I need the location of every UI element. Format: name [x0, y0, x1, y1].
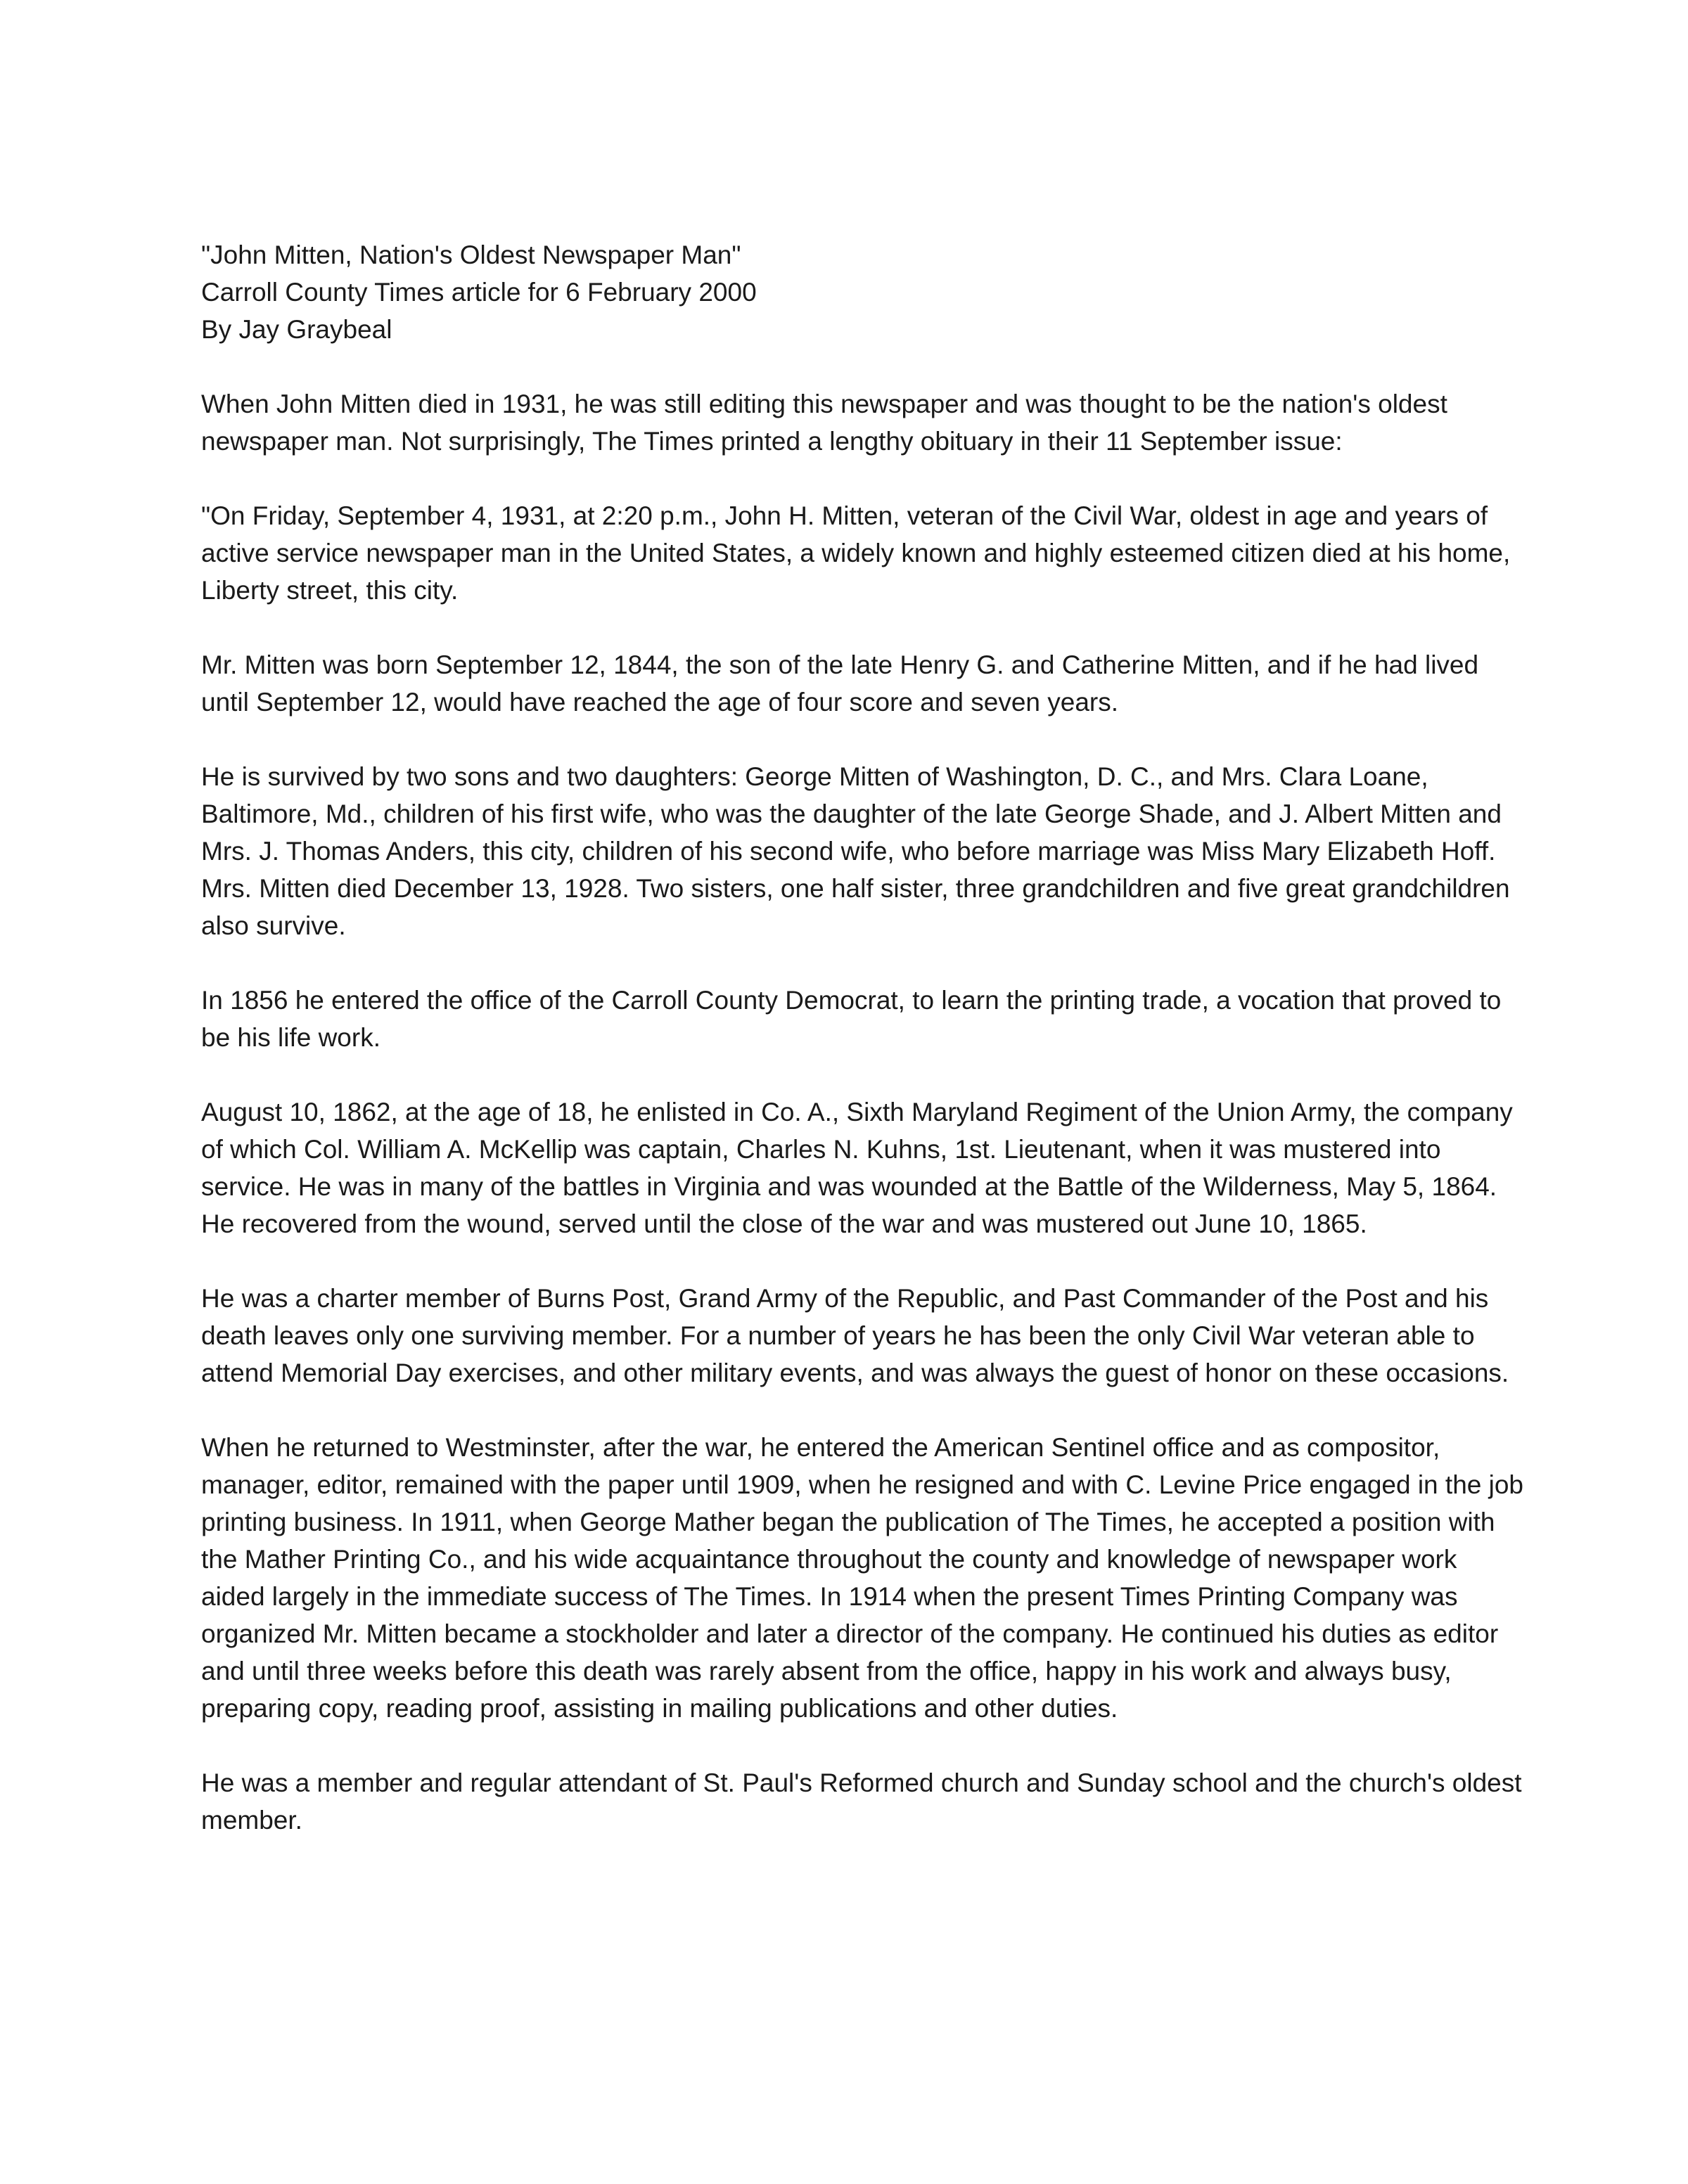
paragraph: He is survived by two sons and two daughters: George Mitten of Washington, D. C., and Mrs. Clara Loane, Baltimore, Md., children of his first wife, who was the daughter of the late George Shade, and J. Albert Mitten and Mrs. J. Thomas Anders, this city, children of his second wife, who before marriage was Miss Mary Elizabeth Hoff. Mrs. Mitten died December 13, 1928. Two sisters, one half sister, three grandchildren and five great grandchildren also survive. [201, 762, 1510, 940]
article-byline: By Jay Graybeal [201, 315, 392, 344]
article-title: "John Mitten, Nation's Oldest Newspaper Man" [201, 240, 741, 269]
paragraph: "On Friday, September 4, 1931, at 2:20 p.m., John H. Mitten, veteran of the Civil War, oldest in age and years of active service newspaper man in the United States, a widely known and highly esteemed citizen died at his home, Liberty street, this city. [201, 501, 1511, 605]
paragraph: When he returned to Westminster, after the war, he entered the American Sentinel office and as compositor, manager, editor, remained with the paper until 1909, when he resigned and with C. Levine Price engaged in the job printing business. In 1911, when George Mather began the publication of The Times, he accepted a position with the Mather Printing Co., and his wide acquaintance throughout the county and knowledge of newspaper work aided largely in the immediate success of The Times. In 1914 when the present Times Printing Company was organized Mr. Mitten became a stockholder and later a director of the company. He continued his duties as editor and until three weeks before this death was rarely absent from the office, happy in his work and always busy, preparing copy, reading proof, assisting in mailing publications and other duties. [201, 1433, 1524, 1723]
paragraph: He was a member and regular attendant of St. Paul's Reformed church and Sunday school and the church's oldest member. [201, 1768, 1522, 1835]
paragraph: In 1856 he entered the office of the Carroll County Democrat, to learn the printing trade, a vocation that proved to be his life work. [201, 986, 1502, 1052]
article-source: Carroll County Times article for 6 February 2000 [201, 278, 757, 307]
paragraph: Mr. Mitten was born September 12, 1844, the son of the late Henry G. and Catherine Mitten, and if he had lived until September 12, would have reached the age of four score and seven years. [201, 650, 1479, 717]
document-header [201, 236, 1523, 348]
paragraph: He was a charter member of Burns Post, Grand Army of the Republic, and Past Commander of the Post and his death leaves only one surviving member. For a number of years he has been the only Civil War veteran able to attend Memorial Day exercises, and other military events, and was always the guest of honor on these occasions. [201, 1284, 1509, 1387]
document-content [201, 236, 1523, 1839]
paragraph: August 10, 1862, at the age of 18, he enlisted in Co. A., Sixth Maryland Regiment of the Union Army, the company of which Col. William A. McKellip was captain, Charles N. Kuhns, 1st. Lieutenant, when it was mustered into service. He was in many of the battles in Virginia and was wounded at the Battle of the Wilderness, May 5, 1864. He recovered from the wound, served until the close of the war and was mustered out June 10, 1865. [201, 1098, 1513, 1238]
article-body [201, 385, 1523, 1839]
paragraph: When John Mitten died in 1931, he was still editing this newspaper and was thought to be the nation's oldest newspaper man. Not surprisingly, The Times printed a lengthy obituary in their 11 September issue: [201, 390, 1447, 456]
